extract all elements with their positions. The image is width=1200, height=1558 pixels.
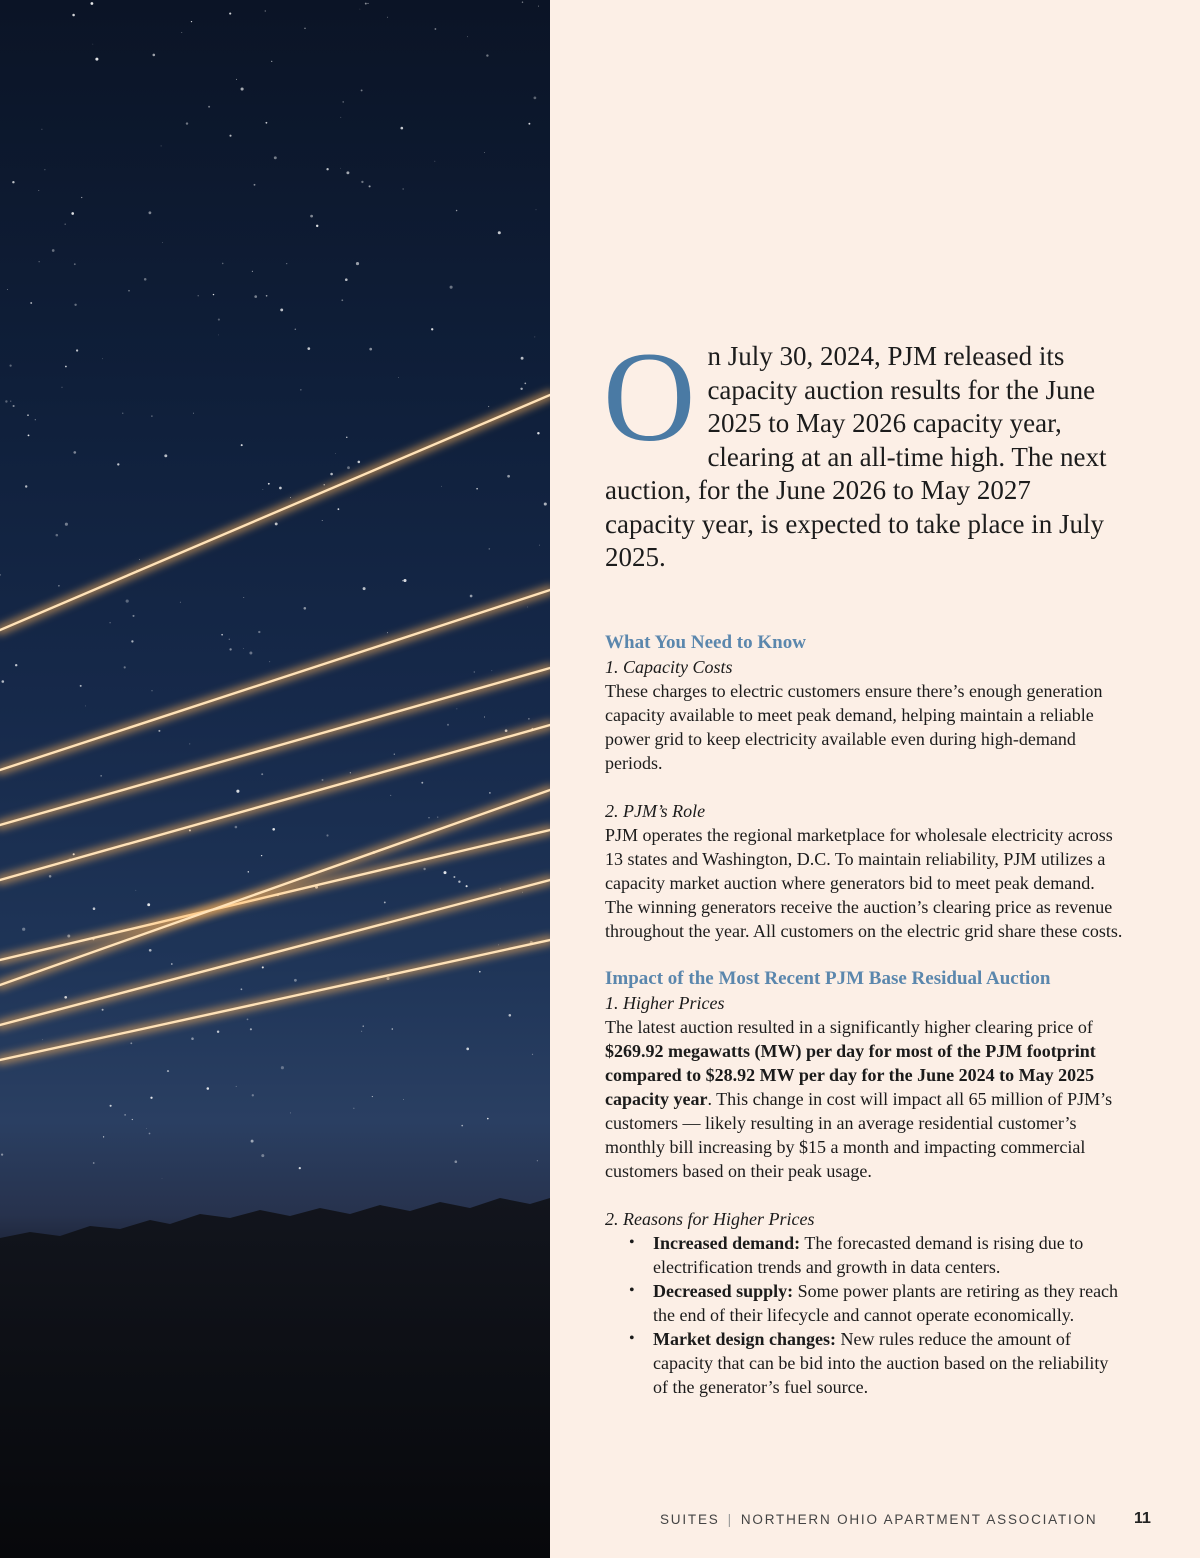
star [56, 534, 59, 537]
star [15, 664, 17, 666]
star [522, 1, 523, 2]
star [369, 348, 372, 351]
star [498, 945, 499, 946]
star [261, 1154, 264, 1157]
star [149, 949, 152, 952]
subheading-capacity-costs: 1. Capacity Costs [605, 656, 733, 677]
star [248, 871, 249, 872]
star [322, 779, 324, 781]
star [221, 634, 223, 636]
star [353, 1108, 354, 1109]
star [10, 401, 11, 402]
star [139, 559, 140, 560]
star [249, 652, 252, 655]
star [41, 129, 42, 130]
star [72, 14, 75, 17]
star [67, 935, 70, 938]
star [62, 387, 63, 388]
star [491, 670, 492, 671]
star [316, 225, 318, 227]
star [484, 717, 485, 718]
section-heading-need-to-know: What You Need to Know [605, 631, 806, 653]
star [261, 855, 262, 856]
star [241, 87, 244, 90]
star [528, 718, 529, 719]
night-sky-illustration [0, 0, 550, 1558]
star [58, 585, 60, 587]
bullet-label: Increased demand: [653, 1232, 801, 1253]
star [342, 101, 344, 103]
star [117, 463, 119, 465]
subheading-pjm-role: 2. PJM’s Role [605, 800, 706, 821]
star [135, 890, 136, 891]
lead-paragraph [603, 326, 1125, 575]
star [387, 17, 388, 18]
star [95, 58, 98, 61]
bullet-text: New rules reduce the amount of capacity that can be bid into the auction based on the reliability of the generator’s fuel source. [653, 1328, 1109, 1397]
star [180, 602, 181, 603]
star [1, 1153, 3, 1155]
star [300, 389, 301, 390]
star [484, 152, 485, 153]
star [110, 1105, 112, 1107]
star [275, 522, 278, 525]
star [356, 262, 359, 265]
star [280, 308, 283, 311]
night-sky-light-trails-photo [0, 0, 550, 1558]
star [326, 168, 328, 170]
star [534, 97, 537, 100]
star [361, 1031, 362, 1032]
star [341, 299, 343, 301]
bullet-label: Market design changes: [653, 1328, 836, 1349]
star [487, 1118, 489, 1120]
bullet-text: Some power plants are retiring as they reach the end of their lifecycle and cannot operate economically. [653, 1280, 1119, 1325]
star [387, 632, 388, 633]
star [13, 405, 15, 407]
star [537, 1160, 538, 1161]
publication-name: SUITES [660, 1512, 720, 1527]
star [330, 473, 333, 476]
star [476, 488, 478, 490]
star [456, 210, 458, 212]
star [73, 451, 76, 454]
star [509, 1014, 512, 1017]
star [310, 215, 313, 218]
star [193, 413, 194, 414]
star [208, 106, 210, 108]
star [12, 181, 14, 183]
star [250, 1028, 252, 1030]
star [536, 209, 537, 210]
star [444, 871, 447, 874]
star [384, 901, 386, 903]
star [229, 648, 231, 650]
star [81, 197, 82, 198]
star [392, 1028, 394, 1030]
list-item [653, 1327, 1125, 1399]
star [27, 414, 29, 416]
list-item [653, 1231, 1125, 1279]
star [286, 263, 287, 264]
page-number: 11 [1134, 1510, 1151, 1527]
star [49, 875, 52, 878]
star [532, 1054, 533, 1055]
star [124, 1114, 126, 1116]
star [272, 828, 275, 831]
star [261, 773, 263, 775]
star [147, 903, 150, 906]
star [198, 295, 199, 296]
bold-price-statement: $269.92 megawatts (MW) per day for most of the PJM footprint compared to $28.92 MW per day for the June 2024 to May 2025 capacity year [605, 1040, 1096, 1109]
star [236, 1086, 237, 1087]
star [537, 432, 539, 434]
star [101, 775, 102, 776]
star [447, 724, 449, 726]
star [132, 1119, 133, 1120]
star [150, 1097, 152, 1099]
star [229, 13, 231, 15]
star [369, 185, 371, 187]
star [307, 347, 310, 350]
bullet-label: Decreased supply: [653, 1280, 794, 1301]
star [167, 1070, 169, 1072]
star [263, 489, 264, 490]
star [268, 483, 270, 485]
star [453, 876, 455, 878]
star [431, 328, 433, 330]
star [488, 406, 489, 407]
star [441, 486, 442, 487]
star [290, 1112, 291, 1113]
lead-text: n July 30, 2024, PJM released its capacity auction results for the June 2025 to May 2026 capacity year, clearing at an all-time high. The next auction, for the June 2026 to May 2027 capacity year, is expected to take place in July 2025. [605, 341, 1107, 572]
text-run: The latest auction resulted in a significantly higher clearing price of [605, 1016, 1093, 1037]
star [258, 631, 260, 633]
star [64, 996, 67, 999]
star [191, 21, 192, 22]
subheading-reasons: 2. Reasons for Higher Prices [605, 1208, 815, 1229]
organization-name: NORTHERN OHIO APARTMENT ASSOCIATION [740, 1512, 1098, 1527]
star [346, 171, 349, 174]
star [151, 415, 152, 416]
light-trail [0, 395, 550, 630]
star [461, 1125, 463, 1127]
paragraph-pjm-role: PJM operates the regional marketplace for wholesale electricity across 13 states and Washington, D.C. To maintain reliability, PJM utilizes a capacity market auction where generators bid to meet peak demand. The winning generators receive the auction’s clearing price as revenue throughout the year. All customers on the electric grid share these costs. [605, 824, 1123, 941]
star [367, 3, 368, 4]
star [403, 189, 404, 190]
star [7, 289, 8, 290]
star [398, 377, 399, 378]
star [229, 639, 230, 640]
star [5, 400, 7, 402]
star [498, 231, 501, 234]
star [65, 366, 67, 368]
star [340, 117, 341, 118]
star [520, 388, 522, 390]
star [131, 640, 133, 642]
star [489, 548, 491, 550]
star [274, 156, 277, 159]
star [0, 574, 1, 576]
star [294, 979, 297, 982]
star [85, 705, 86, 706]
star [144, 278, 147, 281]
star [93, 907, 96, 910]
star [122, 413, 123, 414]
star [92, 44, 93, 45]
star [455, 1160, 458, 1163]
star [236, 790, 239, 793]
star [486, 54, 488, 56]
star [262, 966, 264, 968]
star [161, 145, 162, 146]
star [295, 328, 297, 330]
star [207, 1087, 210, 1090]
star [222, 263, 224, 265]
star [35, 419, 36, 420]
star [361, 89, 363, 91]
star [229, 135, 231, 137]
star [304, 607, 307, 610]
star [521, 357, 524, 360]
star [130, 1042, 132, 1044]
star [252, 271, 253, 272]
star [243, 648, 244, 649]
star [372, 1096, 373, 1097]
star [254, 295, 257, 298]
star [213, 294, 214, 295]
star [345, 278, 348, 281]
star [243, 597, 244, 598]
star [103, 1136, 104, 1137]
star [324, 484, 325, 485]
star [538, 6, 539, 7]
star [326, 834, 328, 836]
star [489, 792, 491, 794]
star [544, 502, 547, 505]
star [271, 61, 272, 62]
star [126, 600, 129, 603]
star [474, 671, 475, 672]
star [64, 223, 65, 224]
star [76, 349, 78, 351]
star [338, 508, 340, 510]
star [363, 587, 366, 590]
star [162, 242, 163, 243]
star [254, 184, 256, 186]
star [162, 1178, 163, 1179]
star [132, 615, 134, 617]
page-footer [660, 1512, 1097, 1527]
star [252, 1094, 254, 1096]
star [152, 690, 153, 691]
light-trail [0, 830, 550, 960]
star [281, 1066, 284, 1069]
star [361, 181, 363, 183]
star [52, 249, 55, 252]
star [428, 817, 429, 818]
treeline-silhouette [0, 1198, 550, 1558]
star [421, 782, 423, 784]
star [149, 211, 152, 214]
star [28, 434, 30, 436]
star [30, 302, 32, 304]
star [539, 545, 540, 546]
star [191, 1037, 194, 1040]
drop-cap: O [603, 326, 696, 468]
star [247, 1019, 249, 1021]
star [322, 520, 323, 521]
star [42, 1039, 43, 1040]
star [265, 10, 266, 11]
star [479, 971, 481, 973]
star [146, 1128, 147, 1129]
star [358, 461, 361, 464]
star [71, 212, 74, 215]
star [74, 304, 76, 306]
star [153, 54, 156, 57]
subheading-higher-prices: 1. Higher Prices [605, 992, 725, 1013]
star [44, 169, 45, 170]
star [251, 1140, 254, 1143]
star [450, 286, 453, 289]
star [335, 453, 336, 454]
star [400, 127, 403, 130]
article-body [603, 326, 1125, 1399]
star [265, 122, 267, 124]
footer-separator: | [727, 1512, 733, 1527]
star [171, 963, 173, 965]
light-trails [0, 395, 550, 1060]
star [181, 32, 182, 33]
paragraph-capacity-costs: These charges to electric customers ensure there’s enough generation capacity available to meet peak demand, helping maintain a reliable power grid to keep electricity available even during high-demand periods. [605, 680, 1103, 773]
star [527, 607, 528, 608]
star [458, 881, 460, 883]
star [186, 122, 188, 124]
bullet-text: The forecasted demand is rising due to electrification trends and growth in data centers. [653, 1232, 1084, 1277]
star [65, 523, 68, 526]
star [241, 444, 243, 446]
star [534, 336, 535, 337]
star [128, 290, 130, 292]
star [22, 928, 25, 931]
star [218, 319, 220, 321]
star [236, 79, 237, 80]
star [164, 454, 167, 457]
star [467, 36, 468, 37]
star [437, 817, 438, 818]
star [403, 579, 406, 582]
star [346, 437, 347, 438]
star [350, 772, 351, 773]
star [102, 1009, 104, 1011]
star [39, 261, 40, 262]
reasons-list [605, 1231, 1125, 1399]
text-run: . This change in cost will impact all 65 million of PJM’s customers — likely resulting in an average residential customer’s monthly bill increasing by $15 a month and impacting commercial customers based on their peak usage. [605, 1088, 1113, 1181]
star [340, 168, 341, 169]
list-item [653, 1279, 1125, 1327]
star [74, 263, 76, 265]
star [109, 622, 110, 623]
star [10, 365, 12, 367]
star [269, 661, 270, 662]
star [434, 161, 435, 162]
star [347, 466, 350, 469]
star [80, 685, 82, 687]
star [2, 680, 5, 683]
star [390, 795, 391, 796]
star [304, 28, 305, 29]
star [507, 475, 510, 478]
star [124, 666, 126, 668]
star [241, 988, 243, 990]
star [365, 3, 367, 5]
star [360, 9, 361, 10]
star [403, 1099, 404, 1100]
star [299, 1167, 301, 1169]
star [434, 28, 436, 30]
star [290, 497, 291, 498]
star [394, 754, 395, 755]
star [402, 580, 403, 581]
star [524, 383, 526, 385]
star [528, 123, 530, 125]
star [363, 1026, 364, 1027]
star [91, 2, 94, 5]
star [466, 1048, 469, 1051]
section-heading-impact: Impact of the Most Recent PJM Base Residual Auction [605, 967, 1051, 989]
star [38, 190, 39, 191]
star [189, 743, 190, 744]
star [102, 358, 103, 359]
star [158, 730, 160, 732]
star [470, 595, 473, 598]
star [466, 885, 468, 887]
star [217, 1031, 219, 1033]
star [93, 1162, 95, 1164]
star [235, 826, 238, 829]
star [218, 335, 219, 336]
paragraph-higher-prices [605, 1015, 1125, 1183]
star [25, 485, 27, 487]
star [423, 868, 425, 870]
star [266, 295, 268, 297]
star [279, 487, 282, 490]
star [457, 709, 458, 710]
star [149, 1133, 151, 1135]
star [505, 729, 508, 732]
